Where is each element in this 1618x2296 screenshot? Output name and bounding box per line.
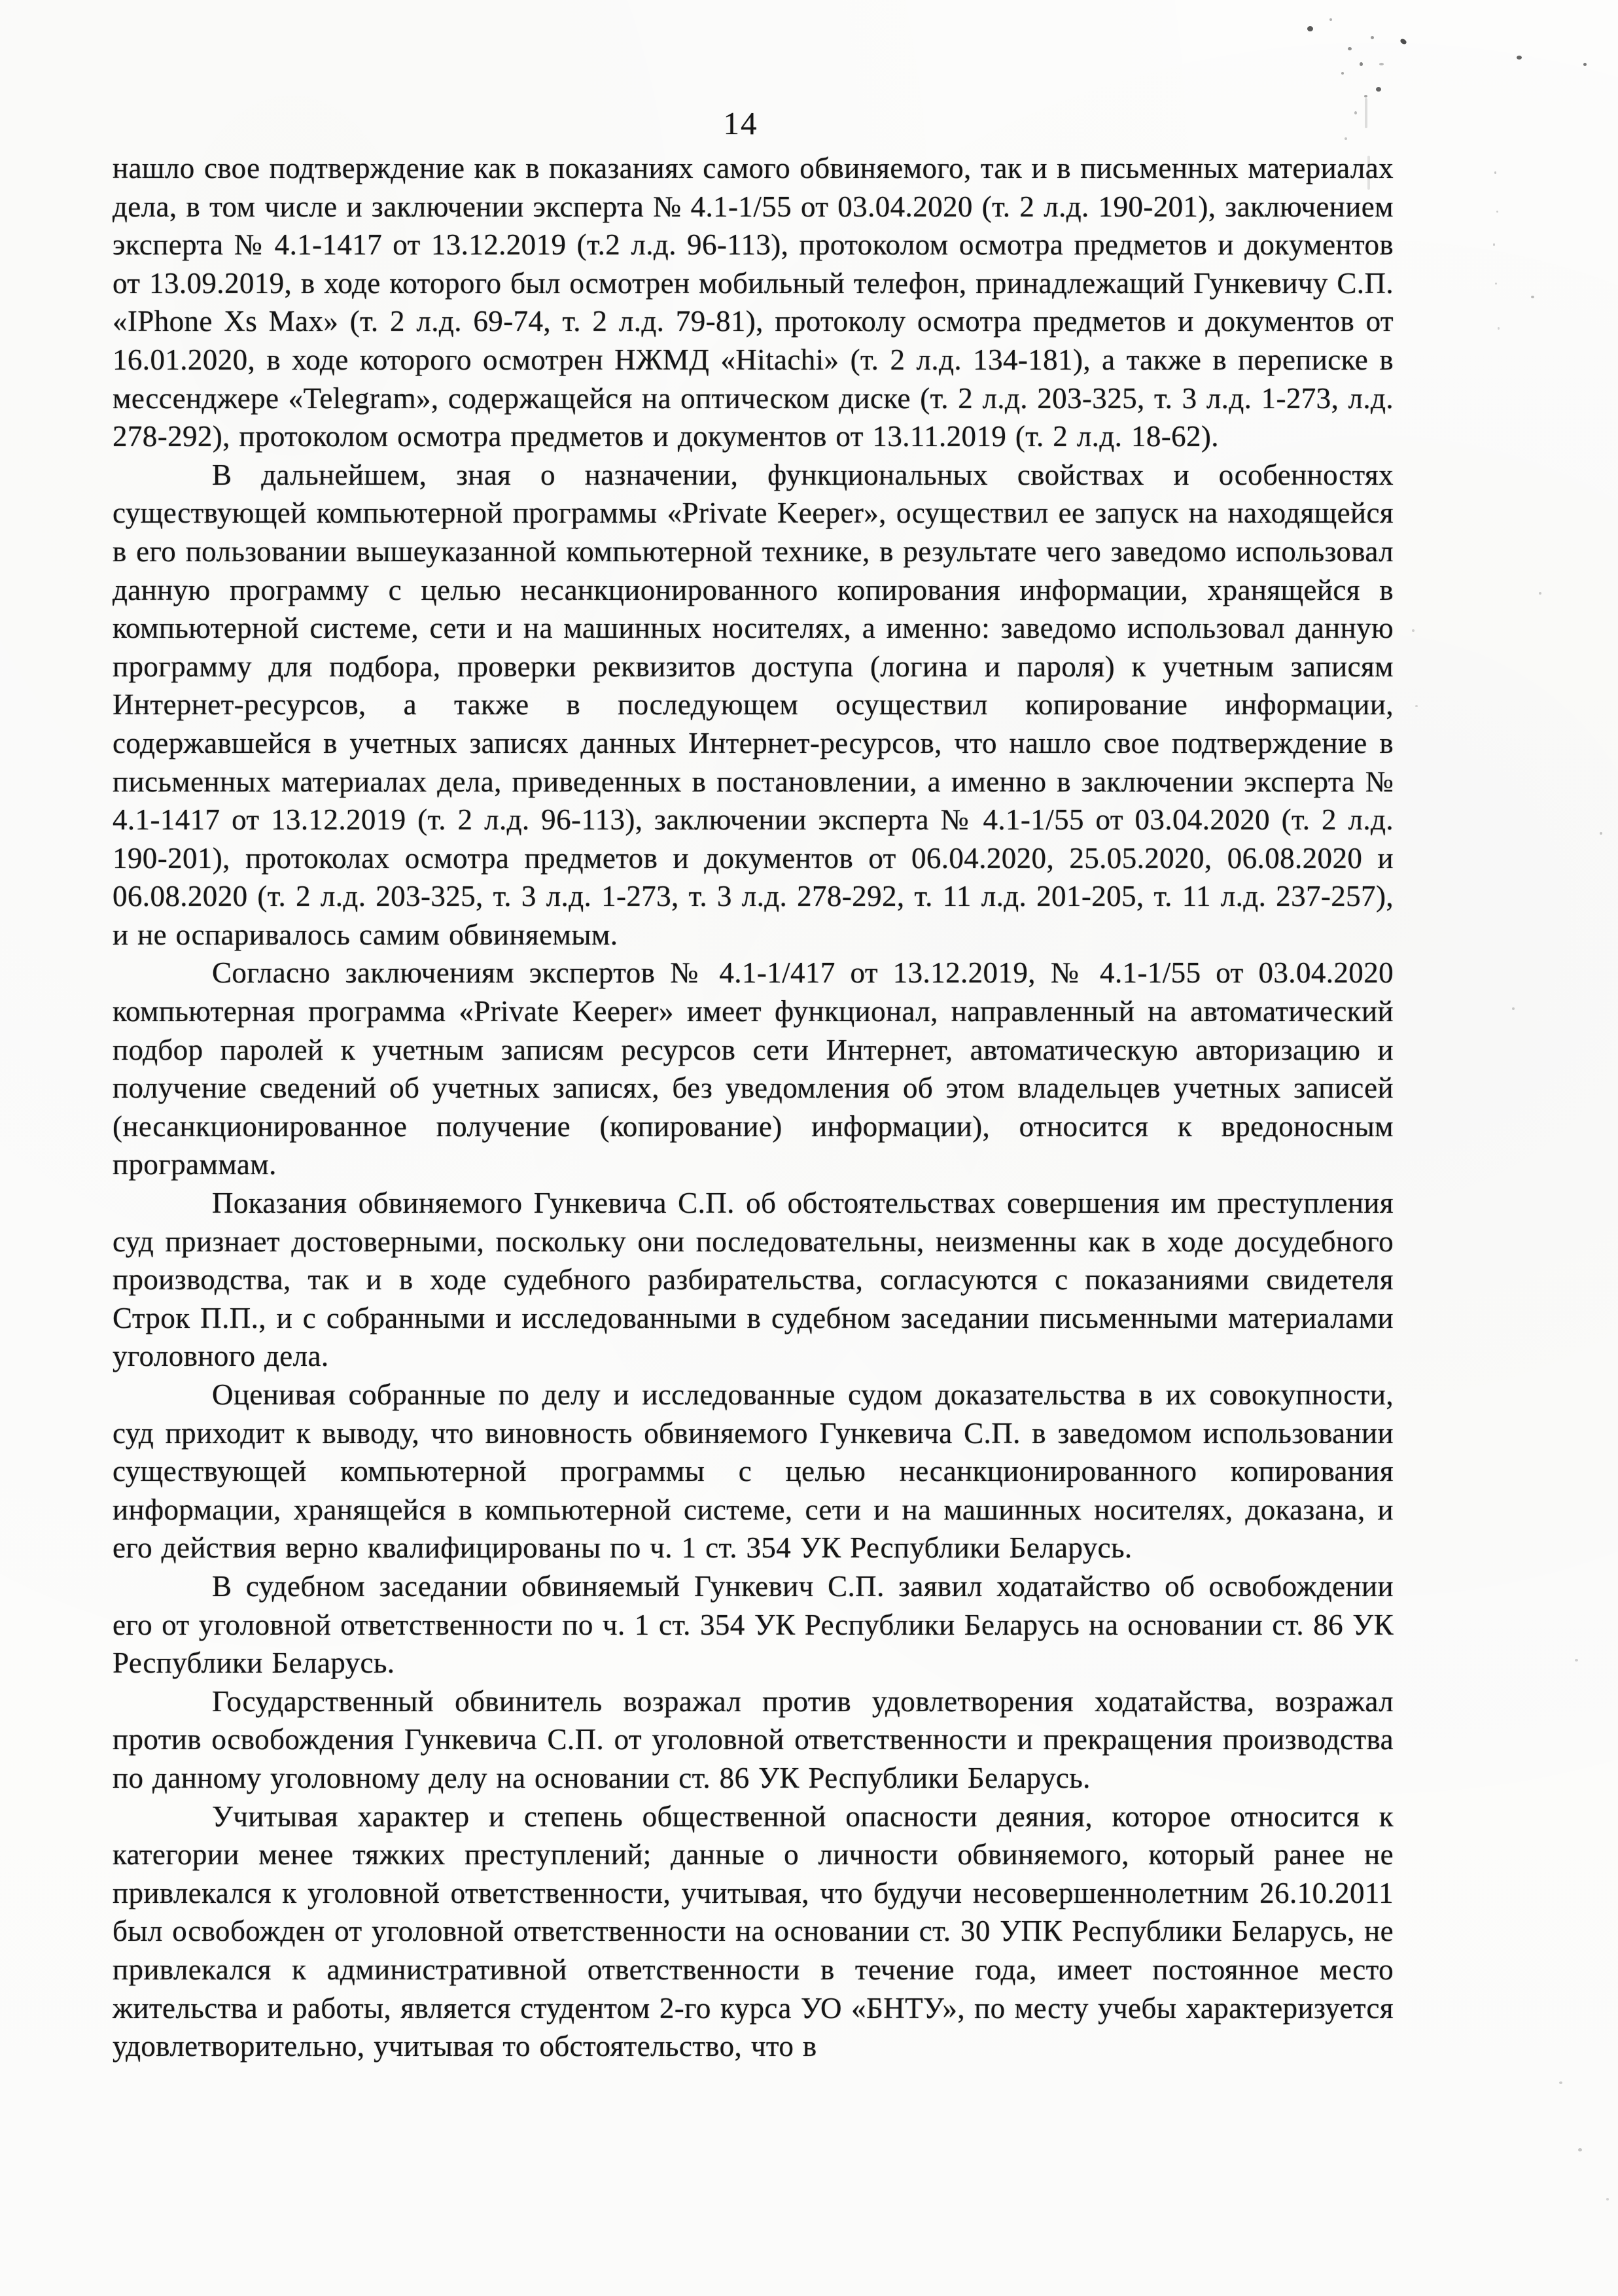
- paragraph: Оценивая собранные по делу и исследованные судом доказательства в их совокупности, суд приходит к выводу, что виновность обвиняемого Гункевича С.П. в заведомом использовании существующей компьютерной программы с целью несанкционированного копирования информации, хранящейся в компьютерной системе, сети и на машинных носителях, доказана, и его действия верно квалифицированы по ч. 1 ст. 354 УК Республики Беларусь.: [113, 1378, 1394, 1565]
- page-number: 14: [723, 105, 758, 141]
- paragraph: Показания обвиняемого Гункевича С.П. об обстоятельствах совершения им преступления суд признает достоверными, поскольку они последовательны, неизменны как в ходе досудебного производства, так и в ходе судебного разбирательства, согласуются с показаниями свидетеля Строк П.П., и с собранными и исследованными в судебном заседании письменными материалами уголовного дела.: [113, 1187, 1394, 1373]
- paragraph: В дальнейшем, зная о назначении, функциональных свойствах и особенностях существующей компьютерной программы «Private Keeper», осуществил ее запуск на находящейся в его пользовании вышеуказанной компьютерной технике, в результате чего заведомо использовал данную программу с целью несанкционированного копирования информации, хранящейся в компьютерной системе, сети и на машинных носителях, а именно: заведомо использовал данную программу для подбора, проверки реквизитов доступа (логина и пароля) к учетным записям Интернет-ресурсов, а также в последующем осуществил копирование информации, содержавшейся в учетных записях данных Интернет-ресурсов, что нашло свое подтверждение в письменных материалах дела, приведенных в постановлении, а именно в заключении эксперта № 4.1-1417 от 13.12.2019 (т. 2 л.д. 96-113), заключении эксперта № 4.1-1/55 от 03.04.2020 (т. 2 л.д. 190-201), протоколах осмотра предметов и документов от 06.04.2020, 25.05.2020, 06.08.2020 и 06.08.2020 (т. 2 л.д. 203-325, т. 3 л.д. 1-273, т. 3 л.д. 278-292, т. 11 л.д. 201-205, т. 11 л.д. 237-257), и не оспаривалось самим обвиняемым.: [113, 458, 1394, 951]
- paragraph: Учитывая характер и степень общественной опасности деяния, которое относится к категории менее тяжких преступлений; данные о личности обвиняемого, который ранее не привлекался к уголовной ответственности, учитывая, что будучи несовершеннолетним 26.10.2011 был освобожден от уголовной ответственности на основании ст. 30 УПК Республики Беларусь, не привлекался к административной ответственности в течение года, имеет постоянное место жительства и работы, является студентом 2-го курса УО «БНТУ», по месту учебы характеризуется удовлетворительно, учитывая то обстоятельство, что в: [113, 1800, 1394, 2063]
- document-body: [113, 149, 1394, 2066]
- paragraph: В судебном заседании обвиняемый Гункевич С.П. заявил ходатайство об освобождении его от уголовной ответственности по ч. 1 ст. 354 УК Республики Беларусь на основании ст. 86 УК Республики Беларусь.: [113, 1569, 1394, 1680]
- paragraph: Государственный обвинитель возражал против удовлетворения ходатайства, возражал против освобождения Гункевича С.П. от уголовной ответственности и прекращения производства по данному уголовному делу на основании ст. 86 УК Республики Беларусь.: [113, 1684, 1394, 1794]
- paragraph: нашло свое подтверждение как в показаниях самого обвиняемого, так и в письменных материалах дела, в том числе и заключении эксперта № 4.1-1/55 от 03.04.2020 (т. 2 л.д. 190-201), заключением эксперта № 4.1-1417 от 13.12.2019 (т.2 л.д. 96-113), протоколом осмотра предметов и документов от 13.09.2019, в ходе которого был осмотрен мобильный телефон, принадлежащий Гункевичу С.П. «IPhone Xs Max» (т. 2 л.д. 69-74, т. 2 л.д. 79-81), протоколу осмотра предметов и документов от 16.01.2020, в ходе которого осмотрен НЖМД «Hitachi» (т. 2 л.д. 134-181), а также в переписке в мессенджере «Telegram», содержащейся на оптическом диске (т. 2 л.д. 203-325, т. 3 л.д. 1-273, л.д. 278-292), протоколом осмотра предметов и документов от 13.11.2019 (т. 2 л.д. 18-62).: [113, 152, 1394, 453]
- paragraph: Согласно заключениям экспертов № 4.1-1/417 от 13.12.2019, № 4.1-1/55 от 03.04.2020 компьютерная программа «Private Keeper» имеет функционал, направленный на автоматический подбор паролей к учетным записям ресурсов сети Интернет, автоматическую авторизацию и получение сведений об учетных записях, без уведомления об этом владельцев учетных записей (несанкционированное получение (копирование) информации), относится к вредоносным программам.: [113, 956, 1394, 1181]
